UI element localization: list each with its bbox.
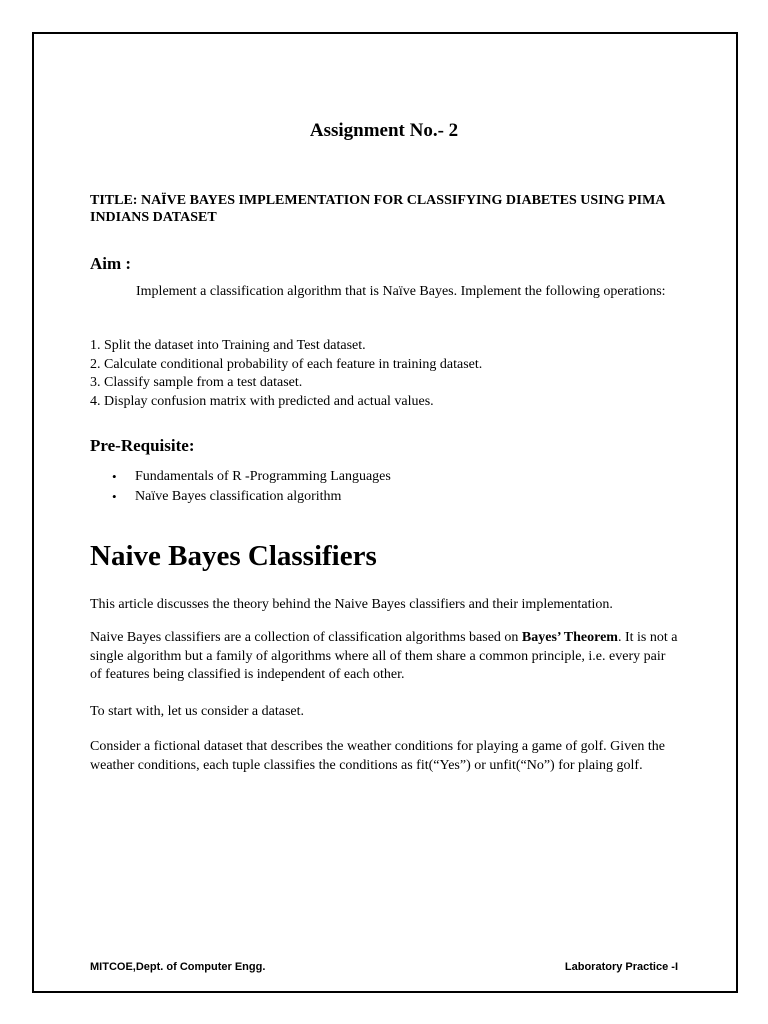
- assignment-title: Assignment No.- 2: [309, 120, 459, 141]
- paragraph-dataset-intro: To start with, let us consider a dataset.: [90, 704, 305, 719]
- operation-item: 1. Split the dataset into Training and Test dataset.: [90, 338, 366, 353]
- prerequisite-item-text: Fundamentals of R -Programming Languages: [135, 469, 391, 484]
- bayes-theorem-term: Bayes’ Theorem: [521, 630, 618, 645]
- bullet-icon: •: [112, 469, 117, 484]
- paragraph-golf-dataset: Consider a fictional dataset that describes the weather conditions for playing a game of golf. Given the weather conditions, each tuple classifies the conditions as fit(“Yes”) or unfit(“No”) for plaing golf.: [90, 739, 665, 773]
- section-heading: Naive Bayes Classifiers: [90, 540, 377, 572]
- paragraph-definition-start: Naive Bayes classifiers are a collection of classification algorithms based on: [90, 630, 522, 645]
- bullet-icon: •: [112, 489, 117, 504]
- prerequisite-heading: Pre-Requisite:: [90, 436, 195, 455]
- paragraph-definition: [90, 629, 678, 685]
- paragraph-definition-end: . It is not a single algorithm but a family of algorithms where all of them share a common principle, i.e. every pair of features being classified is independent of each other.: [90, 630, 678, 682]
- footer-course: Laboratory Practice -I: [564, 961, 678, 973]
- operations-list: [90, 337, 482, 411]
- prerequisite-list: [112, 467, 391, 507]
- aim-text: Implement a classification algorithm that is Naïve Bayes. Implement the following operations:: [136, 284, 666, 299]
- footer-department: MITCOE,Dept. of Computer Engg.: [90, 961, 266, 973]
- document-title: TITLE: NAÏVE BAYES IMPLEMENTATION FOR CLASSIFYING DIABETES USING PIMA INDIANS DATASET: [90, 193, 665, 225]
- aim-heading: Aim :: [90, 254, 132, 273]
- operation-item: 4. Display confusion matrix with predicted and actual values.: [90, 393, 434, 409]
- prerequisite-item: [112, 487, 391, 507]
- page-border: [32, 32, 738, 993]
- operation-item: 3. Classify sample from a test dataset.: [90, 375, 303, 390]
- prerequisite-item: [112, 467, 391, 487]
- operation-item: 2. Calculate conditional probability of each feature in training dataset.: [90, 356, 483, 372]
- paragraph-intro: This article discusses the theory behind the Naive Bayes classifiers and their implementation.: [90, 597, 613, 612]
- prerequisite-item-text: Naïve Bayes classification algorithm: [135, 489, 342, 504]
